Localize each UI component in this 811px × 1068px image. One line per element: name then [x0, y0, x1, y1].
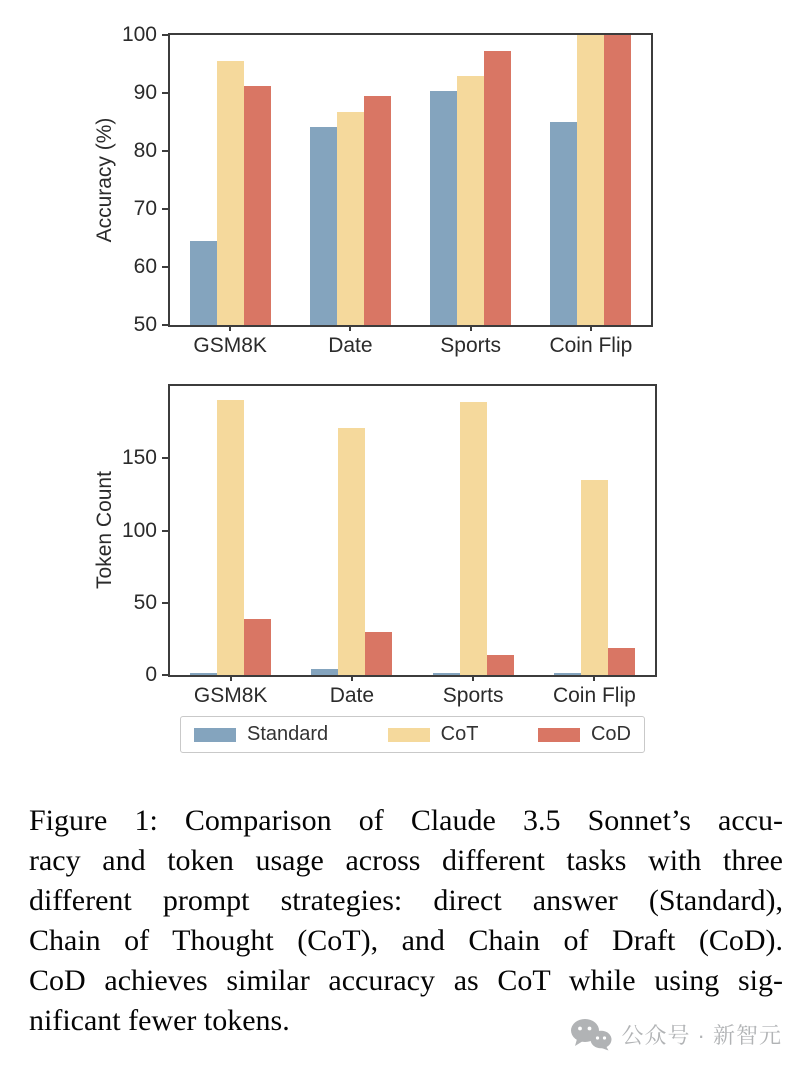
bar-cot-gsm8k — [217, 400, 244, 675]
x-tick-mark — [229, 325, 231, 331]
bar-cod-coin-flip — [604, 35, 631, 325]
caption-line: racy and token usage across different tasks with three — [29, 844, 783, 877]
y-tick-label: 50 — [133, 313, 157, 336]
y-tick-label: 100 — [121, 23, 157, 46]
y-tick-mark — [162, 530, 170, 532]
y-tick-mark — [162, 674, 170, 676]
y-tick-mark — [162, 602, 170, 604]
y-tick-mark — [162, 266, 170, 268]
watermark-text: 公众号 · 新智元 — [621, 1022, 782, 1048]
bar-cod-date — [365, 632, 392, 675]
x-tick-label-gsm8k: GSM8K — [193, 684, 268, 707]
x-tick-mark — [593, 675, 595, 681]
caption-line: Figure 1: Comparison of Claude 3.5 Sonnet’s accu- — [29, 804, 783, 837]
bar-standard-gsm8k — [190, 241, 217, 325]
y-tick-label: 100 — [121, 518, 157, 542]
bar-cot-date — [337, 112, 364, 325]
y-tick-mark — [162, 92, 170, 94]
bar-standard-date — [310, 127, 337, 325]
bar-cot-sports — [460, 402, 487, 675]
accuracy-plot-area — [121, 23, 653, 357]
bar-cod-gsm8k — [244, 619, 271, 675]
bar-standard-coin-flip — [554, 673, 581, 675]
token-y-axis-label: Token Count — [93, 471, 116, 589]
x-tick-label-date: Date — [329, 684, 375, 707]
bar-cod-sports — [487, 655, 514, 675]
accuracy-y-axis-label: Accuracy (%) — [93, 117, 116, 243]
bar-cot-sports — [457, 76, 484, 325]
y-tick-mark — [162, 324, 170, 326]
x-tick-label-coin-flip: Coin Flip — [549, 334, 633, 357]
bar-cot-coin-flip — [577, 35, 604, 325]
legend — [180, 716, 645, 753]
caption-line: nificant fewer tokens. — [29, 1004, 290, 1037]
watermark — [570, 1016, 782, 1052]
bar-cot-date — [338, 428, 365, 675]
bar-cod-gsm8k — [244, 86, 271, 325]
legend-swatch-cod — [538, 728, 580, 742]
caption-line: different prompt strategies: direct answer (Standard), — [29, 884, 783, 917]
x-tick-label-coin-flip: Coin Flip — [552, 684, 636, 707]
x-tick-mark — [470, 325, 472, 331]
legend-label-cot: CoT — [440, 723, 479, 745]
legend-item-standard — [194, 723, 328, 746]
y-tick-mark — [162, 457, 170, 459]
y-tick-label: 70 — [133, 197, 157, 220]
x-tick-label-sports: Sports — [440, 334, 501, 357]
caption-line: CoD achieves similar accuracy as CoT while using sig- — [29, 964, 783, 997]
bar-standard-gsm8k — [190, 673, 217, 675]
bar-standard-sports — [433, 673, 460, 675]
wechat-icon — [570, 1018, 612, 1051]
figure-caption — [29, 801, 783, 1041]
legend-swatch-standard — [194, 728, 236, 742]
y-tick-mark — [162, 34, 170, 36]
caption-line: Chain of Thought (CoT), and Chain of Draft (CoD). — [29, 924, 783, 957]
y-tick-mark — [162, 150, 170, 152]
bar-cod-coin-flip — [608, 648, 635, 675]
legend-label-cod: CoD — [590, 723, 631, 745]
legend-swatch-cot — [388, 728, 430, 742]
bar-cot-gsm8k — [217, 61, 244, 325]
legend-item-cod — [538, 723, 631, 746]
legend-label-standard: Standard — [247, 723, 329, 745]
y-tick-label: 150 — [121, 446, 157, 470]
bar-cot-coin-flip — [581, 480, 608, 675]
x-tick-label-gsm8k: GSM8K — [193, 334, 267, 357]
token-plot-area — [121, 384, 657, 707]
bar-standard-sports — [430, 91, 457, 325]
y-tick-label: 50 — [133, 590, 157, 614]
x-tick-mark — [349, 325, 351, 331]
x-tick-mark — [472, 675, 474, 681]
y-tick-label: 80 — [133, 139, 157, 162]
legend-item-cot — [388, 723, 479, 746]
bar-cod-date — [364, 96, 391, 325]
y-tick-mark — [162, 208, 170, 210]
bar-standard-coin-flip — [550, 122, 577, 325]
x-tick-label-date: Date — [328, 334, 373, 357]
bar-standard-date — [311, 669, 338, 675]
y-tick-label: 0 — [145, 663, 157, 686]
y-tick-label: 60 — [133, 255, 157, 278]
x-tick-label-sports: Sports — [442, 684, 504, 707]
x-tick-mark — [230, 675, 232, 681]
x-tick-mark — [351, 675, 353, 681]
x-tick-mark — [590, 325, 592, 331]
bar-cod-sports — [484, 51, 511, 325]
y-tick-label: 90 — [133, 81, 157, 104]
